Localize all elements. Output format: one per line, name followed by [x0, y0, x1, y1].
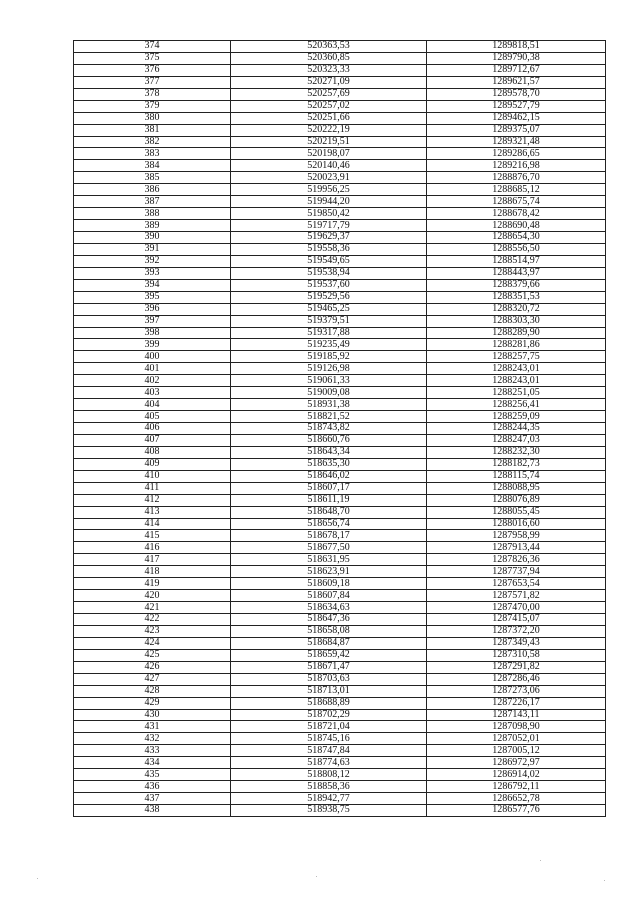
x-coordinate-cell: 519538,94 [231, 267, 427, 279]
y-coordinate-cell: 1288244,35 [427, 423, 606, 435]
y-coordinate-cell: 1287913,44 [427, 542, 606, 554]
x-coordinate-cell: 519558,36 [231, 243, 427, 255]
y-coordinate-cell: 1289286,65 [427, 148, 606, 160]
table-row [74, 721, 606, 733]
table-row [74, 196, 606, 208]
table-row [74, 220, 606, 232]
y-coordinate-cell: 1289216,98 [427, 160, 606, 172]
y-coordinate-cell: 1289712,67 [427, 64, 606, 76]
point-number-cell: 435 [74, 769, 231, 781]
y-coordinate-cell: 1287958,99 [427, 530, 606, 542]
x-coordinate-cell: 518635,30 [231, 458, 427, 470]
point-number-cell: 424 [74, 637, 231, 649]
x-coordinate-cell: 518938,75 [231, 805, 427, 817]
point-number-cell: 396 [74, 303, 231, 315]
x-coordinate-cell: 518678,17 [231, 530, 427, 542]
x-coordinate-cell: 518631,95 [231, 554, 427, 566]
table-row [74, 518, 606, 530]
x-coordinate-cell: 520222,19 [231, 124, 427, 136]
table-row [74, 470, 606, 482]
table-row [74, 625, 606, 637]
scan-speck [604, 880, 605, 881]
x-coordinate-cell: 519549,65 [231, 255, 427, 267]
point-number-cell: 388 [74, 208, 231, 220]
x-coordinate-cell: 518607,17 [231, 482, 427, 494]
point-number-cell: 377 [74, 76, 231, 88]
point-number-cell: 418 [74, 566, 231, 578]
y-coordinate-cell: 1286792,11 [427, 781, 606, 793]
point-number-cell: 380 [74, 112, 231, 124]
y-coordinate-cell: 1289790,38 [427, 52, 606, 64]
point-number-cell: 419 [74, 578, 231, 590]
y-coordinate-cell: 1286914,02 [427, 769, 606, 781]
x-coordinate-cell: 519717,79 [231, 220, 427, 232]
table-row [74, 649, 606, 661]
table-row [74, 363, 606, 375]
point-number-cell: 389 [74, 220, 231, 232]
table-row [74, 673, 606, 685]
y-coordinate-cell: 1287653,54 [427, 578, 606, 590]
y-coordinate-cell: 1287286,46 [427, 673, 606, 685]
x-coordinate-cell: 519944,20 [231, 196, 427, 208]
point-number-cell: 401 [74, 363, 231, 375]
y-coordinate-cell: 1287470,00 [427, 602, 606, 614]
table-row [74, 769, 606, 781]
table-row [74, 482, 606, 494]
x-coordinate-cell: 520257,69 [231, 88, 427, 100]
x-coordinate-cell: 519185,92 [231, 351, 427, 363]
table-row [74, 375, 606, 387]
x-coordinate-cell: 520140,46 [231, 160, 427, 172]
point-number-cell: 434 [74, 757, 231, 769]
table-row [74, 327, 606, 339]
x-coordinate-cell: 520360,85 [231, 52, 427, 64]
table-row [74, 88, 606, 100]
y-coordinate-cell: 1289621,57 [427, 76, 606, 88]
y-coordinate-cell: 1288556,50 [427, 243, 606, 255]
point-number-cell: 436 [74, 781, 231, 793]
table-row [74, 602, 606, 614]
y-coordinate-cell: 1289375,07 [427, 124, 606, 136]
table-row [74, 243, 606, 255]
table-row [74, 733, 606, 745]
point-number-cell: 407 [74, 434, 231, 446]
point-number-cell: 382 [74, 136, 231, 148]
point-number-cell: 414 [74, 518, 231, 530]
point-number-cell: 437 [74, 793, 231, 805]
y-coordinate-cell: 1288685,12 [427, 184, 606, 196]
table-row [74, 506, 606, 518]
table-row [74, 76, 606, 88]
y-coordinate-cell: 1287349,43 [427, 637, 606, 649]
y-coordinate-cell: 1288289,90 [427, 327, 606, 339]
point-number-cell: 397 [74, 315, 231, 327]
x-coordinate-cell: 518607,84 [231, 590, 427, 602]
point-number-cell: 415 [74, 530, 231, 542]
point-number-cell: 431 [74, 721, 231, 733]
y-coordinate-cell: 1288281,86 [427, 339, 606, 351]
table-row [74, 434, 606, 446]
x-coordinate-cell: 518659,42 [231, 649, 427, 661]
table-row [74, 184, 606, 196]
point-number-cell: 392 [74, 255, 231, 267]
point-number-cell: 423 [74, 625, 231, 637]
y-coordinate-cell: 1287372,20 [427, 625, 606, 637]
point-number-cell: 395 [74, 291, 231, 303]
x-coordinate-cell: 518745,16 [231, 733, 427, 745]
point-number-cell: 410 [74, 470, 231, 482]
table-row [74, 315, 606, 327]
point-number-cell: 385 [74, 172, 231, 184]
y-coordinate-cell: 1289527,79 [427, 100, 606, 112]
y-coordinate-cell: 1287226,17 [427, 697, 606, 709]
table-row [74, 411, 606, 423]
point-number-cell: 378 [74, 88, 231, 100]
y-coordinate-cell: 1289818,51 [427, 41, 606, 53]
point-number-cell: 375 [74, 52, 231, 64]
x-coordinate-cell: 520363,53 [231, 41, 427, 53]
table-row [74, 148, 606, 160]
table-row [74, 267, 606, 279]
point-number-cell: 399 [74, 339, 231, 351]
y-coordinate-cell: 1288257,75 [427, 351, 606, 363]
x-coordinate-cell: 518609,18 [231, 578, 427, 590]
x-coordinate-cell: 518671,47 [231, 661, 427, 673]
table-row [74, 387, 606, 399]
x-coordinate-cell: 520323,33 [231, 64, 427, 76]
scan-speck [37, 878, 38, 879]
x-coordinate-cell: 518821,52 [231, 411, 427, 423]
x-coordinate-cell: 518774,63 [231, 757, 427, 769]
table-row [74, 291, 606, 303]
y-coordinate-cell: 1287310,58 [427, 649, 606, 661]
point-number-cell: 412 [74, 494, 231, 506]
table-row [74, 685, 606, 697]
table-row [74, 709, 606, 721]
x-coordinate-cell: 518931,38 [231, 399, 427, 411]
point-number-cell: 430 [74, 709, 231, 721]
x-coordinate-cell: 518656,74 [231, 518, 427, 530]
y-coordinate-cell: 1287571,82 [427, 590, 606, 602]
x-coordinate-cell: 518721,04 [231, 721, 427, 733]
table-row [74, 614, 606, 626]
x-coordinate-cell: 520251,66 [231, 112, 427, 124]
point-number-cell: 402 [74, 375, 231, 387]
point-number-cell: 405 [74, 411, 231, 423]
point-number-cell: 406 [74, 423, 231, 435]
point-number-cell: 394 [74, 279, 231, 291]
x-coordinate-cell: 518623,91 [231, 566, 427, 578]
y-coordinate-cell: 1288675,74 [427, 196, 606, 208]
x-coordinate-cell: 518858,36 [231, 781, 427, 793]
y-coordinate-cell: 1289462,15 [427, 112, 606, 124]
point-number-cell: 432 [74, 733, 231, 745]
point-number-cell: 381 [74, 124, 231, 136]
point-number-cell: 374 [74, 41, 231, 53]
table-row [74, 52, 606, 64]
y-coordinate-cell: 1288243,01 [427, 363, 606, 375]
x-coordinate-cell: 518703,63 [231, 673, 427, 685]
y-coordinate-cell: 1287143,11 [427, 709, 606, 721]
x-coordinate-cell: 519956,25 [231, 184, 427, 196]
y-coordinate-cell: 1288303,30 [427, 315, 606, 327]
x-coordinate-cell: 520219,51 [231, 136, 427, 148]
x-coordinate-cell: 518646,02 [231, 470, 427, 482]
x-coordinate-cell: 519465,25 [231, 303, 427, 315]
x-coordinate-cell: 518648,70 [231, 506, 427, 518]
table-row [74, 697, 606, 709]
table-row [74, 112, 606, 124]
coordinates-table [73, 40, 606, 817]
y-coordinate-cell: 1287052,01 [427, 733, 606, 745]
table-row [74, 399, 606, 411]
table-row [74, 590, 606, 602]
point-number-cell: 421 [74, 602, 231, 614]
table-row [74, 255, 606, 267]
scan-speck [316, 876, 317, 877]
point-number-cell: 428 [74, 685, 231, 697]
table-row [74, 542, 606, 554]
y-coordinate-cell: 1286972,97 [427, 757, 606, 769]
table-row [74, 458, 606, 470]
point-number-cell: 425 [74, 649, 231, 661]
table-row [74, 423, 606, 435]
y-coordinate-cell: 1287826,36 [427, 554, 606, 566]
x-coordinate-cell: 520023,91 [231, 172, 427, 184]
x-coordinate-cell: 518684,87 [231, 637, 427, 649]
table-row [74, 530, 606, 542]
x-coordinate-cell: 519009,08 [231, 387, 427, 399]
table-row [74, 100, 606, 112]
point-number-cell: 429 [74, 697, 231, 709]
x-coordinate-cell: 518611,19 [231, 494, 427, 506]
table-row [74, 351, 606, 363]
y-coordinate-cell: 1289321,48 [427, 136, 606, 148]
x-coordinate-cell: 518643,34 [231, 446, 427, 458]
x-coordinate-cell: 519537,60 [231, 279, 427, 291]
table-row [74, 578, 606, 590]
point-number-cell: 384 [74, 160, 231, 172]
x-coordinate-cell: 518702,29 [231, 709, 427, 721]
table-row [74, 494, 606, 506]
point-number-cell: 391 [74, 243, 231, 255]
point-number-cell: 376 [74, 64, 231, 76]
table-row [74, 637, 606, 649]
x-coordinate-cell: 518808,12 [231, 769, 427, 781]
table-row [74, 41, 606, 53]
point-number-cell: 438 [74, 805, 231, 817]
x-coordinate-cell: 518743,82 [231, 423, 427, 435]
point-number-cell: 390 [74, 232, 231, 244]
table-row [74, 781, 606, 793]
y-coordinate-cell: 1286577,76 [427, 805, 606, 817]
point-number-cell: 408 [74, 446, 231, 458]
y-coordinate-cell: 1288351,53 [427, 291, 606, 303]
y-coordinate-cell: 1288678,42 [427, 208, 606, 220]
point-number-cell: 403 [74, 387, 231, 399]
y-coordinate-cell: 1288076,89 [427, 494, 606, 506]
y-coordinate-cell: 1288182,73 [427, 458, 606, 470]
y-coordinate-cell: 1288654,30 [427, 232, 606, 244]
scan-speck [540, 860, 541, 861]
table-row [74, 554, 606, 566]
table-row [74, 208, 606, 220]
table-row [74, 805, 606, 817]
table-row [74, 279, 606, 291]
x-coordinate-cell: 519850,42 [231, 208, 427, 220]
table-row [74, 339, 606, 351]
table-row [74, 172, 606, 184]
x-coordinate-cell: 518647,36 [231, 614, 427, 626]
y-coordinate-cell: 1288379,66 [427, 279, 606, 291]
point-number-cell: 379 [74, 100, 231, 112]
y-coordinate-cell: 1288443,97 [427, 267, 606, 279]
table-row [74, 757, 606, 769]
x-coordinate-cell: 520257,02 [231, 100, 427, 112]
x-coordinate-cell: 518658,08 [231, 625, 427, 637]
x-coordinate-cell: 520271,09 [231, 76, 427, 88]
table-row [74, 566, 606, 578]
point-number-cell: 404 [74, 399, 231, 411]
table-row [74, 745, 606, 757]
y-coordinate-cell: 1288514,97 [427, 255, 606, 267]
y-coordinate-cell: 1288243,01 [427, 375, 606, 387]
point-number-cell: 426 [74, 661, 231, 673]
x-coordinate-cell: 519379,51 [231, 315, 427, 327]
y-coordinate-cell: 1287098,90 [427, 721, 606, 733]
table-row [74, 303, 606, 315]
x-coordinate-cell: 519529,56 [231, 291, 427, 303]
table-row [74, 232, 606, 244]
x-coordinate-cell: 518713,01 [231, 685, 427, 697]
x-coordinate-cell: 519317,88 [231, 327, 427, 339]
x-coordinate-cell: 520198,07 [231, 148, 427, 160]
point-number-cell: 400 [74, 351, 231, 363]
y-coordinate-cell: 1288247,03 [427, 434, 606, 446]
y-coordinate-cell: 1288016,60 [427, 518, 606, 530]
y-coordinate-cell: 1288115,74 [427, 470, 606, 482]
point-number-cell: 427 [74, 673, 231, 685]
point-number-cell: 413 [74, 506, 231, 518]
table-row [74, 446, 606, 458]
x-coordinate-cell: 519235,49 [231, 339, 427, 351]
y-coordinate-cell: 1286652,78 [427, 793, 606, 805]
point-number-cell: 422 [74, 614, 231, 626]
y-coordinate-cell: 1287273,06 [427, 685, 606, 697]
table-row [74, 160, 606, 172]
x-coordinate-cell: 519126,98 [231, 363, 427, 375]
point-number-cell: 383 [74, 148, 231, 160]
y-coordinate-cell: 1288088,95 [427, 482, 606, 494]
y-coordinate-cell: 1287291,82 [427, 661, 606, 673]
y-coordinate-cell: 1287415,07 [427, 614, 606, 626]
point-number-cell: 387 [74, 196, 231, 208]
y-coordinate-cell: 1288232,30 [427, 446, 606, 458]
table-row [74, 661, 606, 673]
table-row [74, 124, 606, 136]
y-coordinate-cell: 1288055,45 [427, 506, 606, 518]
point-number-cell: 433 [74, 745, 231, 757]
y-coordinate-cell: 1289578,70 [427, 88, 606, 100]
x-coordinate-cell: 519061,33 [231, 375, 427, 387]
y-coordinate-cell: 1288690,48 [427, 220, 606, 232]
point-number-cell: 420 [74, 590, 231, 602]
x-coordinate-cell: 519629,37 [231, 232, 427, 244]
y-coordinate-cell: 1288259,09 [427, 411, 606, 423]
point-number-cell: 417 [74, 554, 231, 566]
coordinates-table-body [74, 41, 606, 817]
x-coordinate-cell: 518688,89 [231, 697, 427, 709]
y-coordinate-cell: 1288251,05 [427, 387, 606, 399]
point-number-cell: 398 [74, 327, 231, 339]
x-coordinate-cell: 518677,50 [231, 542, 427, 554]
y-coordinate-cell: 1288876,70 [427, 172, 606, 184]
point-number-cell: 411 [74, 482, 231, 494]
y-coordinate-cell: 1288256,41 [427, 399, 606, 411]
x-coordinate-cell: 518942,77 [231, 793, 427, 805]
y-coordinate-cell: 1288320,72 [427, 303, 606, 315]
point-number-cell: 386 [74, 184, 231, 196]
table-row [74, 64, 606, 76]
point-number-cell: 409 [74, 458, 231, 470]
y-coordinate-cell: 1287005,12 [427, 745, 606, 757]
x-coordinate-cell: 518634,63 [231, 602, 427, 614]
x-coordinate-cell: 518660,76 [231, 434, 427, 446]
table-row [74, 793, 606, 805]
x-coordinate-cell: 518747,84 [231, 745, 427, 757]
point-number-cell: 416 [74, 542, 231, 554]
table-row [74, 136, 606, 148]
y-coordinate-cell: 1287737,94 [427, 566, 606, 578]
point-number-cell: 393 [74, 267, 231, 279]
